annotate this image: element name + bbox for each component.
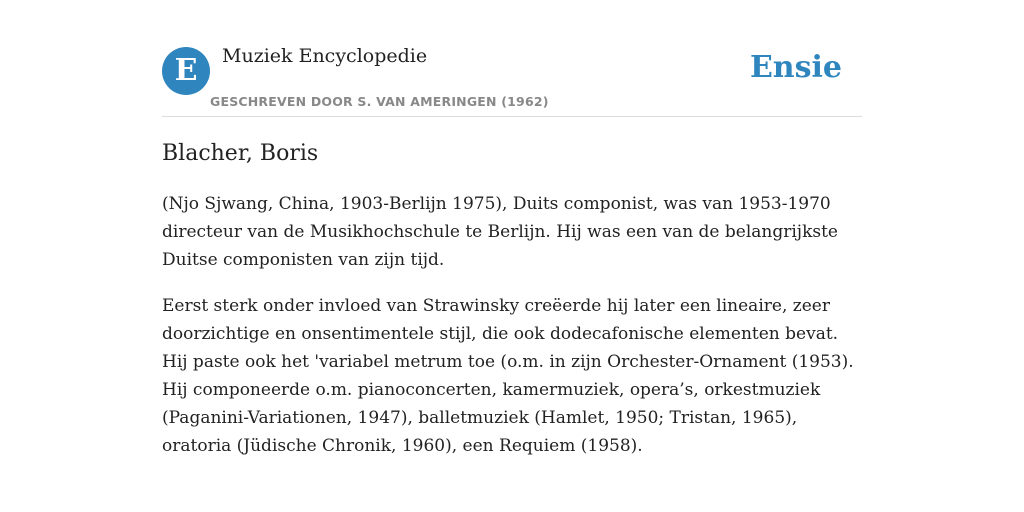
article-paragraph-1: (Njo Sjwang, China, 1903-Berlijn 1975), Duits componist, was van 1953-1970 directeur van de Musikhochschule te Berlijn. Hij was een van de belangrijkste Duitse componisten van zijn tijd. [162, 194, 838, 270]
author-byline: GESCHREVEN DOOR S. VAN AMERINGEN (1962) [210, 94, 549, 109]
ensie-brand-logo[interactable]: Ensie [749, 50, 842, 85]
header [162, 44, 862, 117]
article-title: Blacher, Boris [162, 141, 319, 166]
article-paragraph-2: Eerst sterk onder invloed van Strawinsky creëerde hij later een lineaire, zeer doorzichtige en onsentimentele stijl, die ook dodecafonische elementen bevat. Hij paste ook het 'variabel metrum toe (o.m. in zijn Orchester-Ornament (1953). Hij componeerde o.m. pianoconcerten, kamermuziek, opera’s, orkestmuziek (Paganini-Variationen, 1947), balletmuziek (Hamlet, 1950; Tristan, 1965), oratoria (Jüdische Chronik, 1960), een Requiem (1958). [162, 296, 854, 456]
encyclopedia-name-link[interactable]: Muziek Encyclopedie [222, 45, 428, 67]
encyclopedia-logo-icon[interactable]: E [162, 47, 210, 95]
article [162, 138, 862, 478]
